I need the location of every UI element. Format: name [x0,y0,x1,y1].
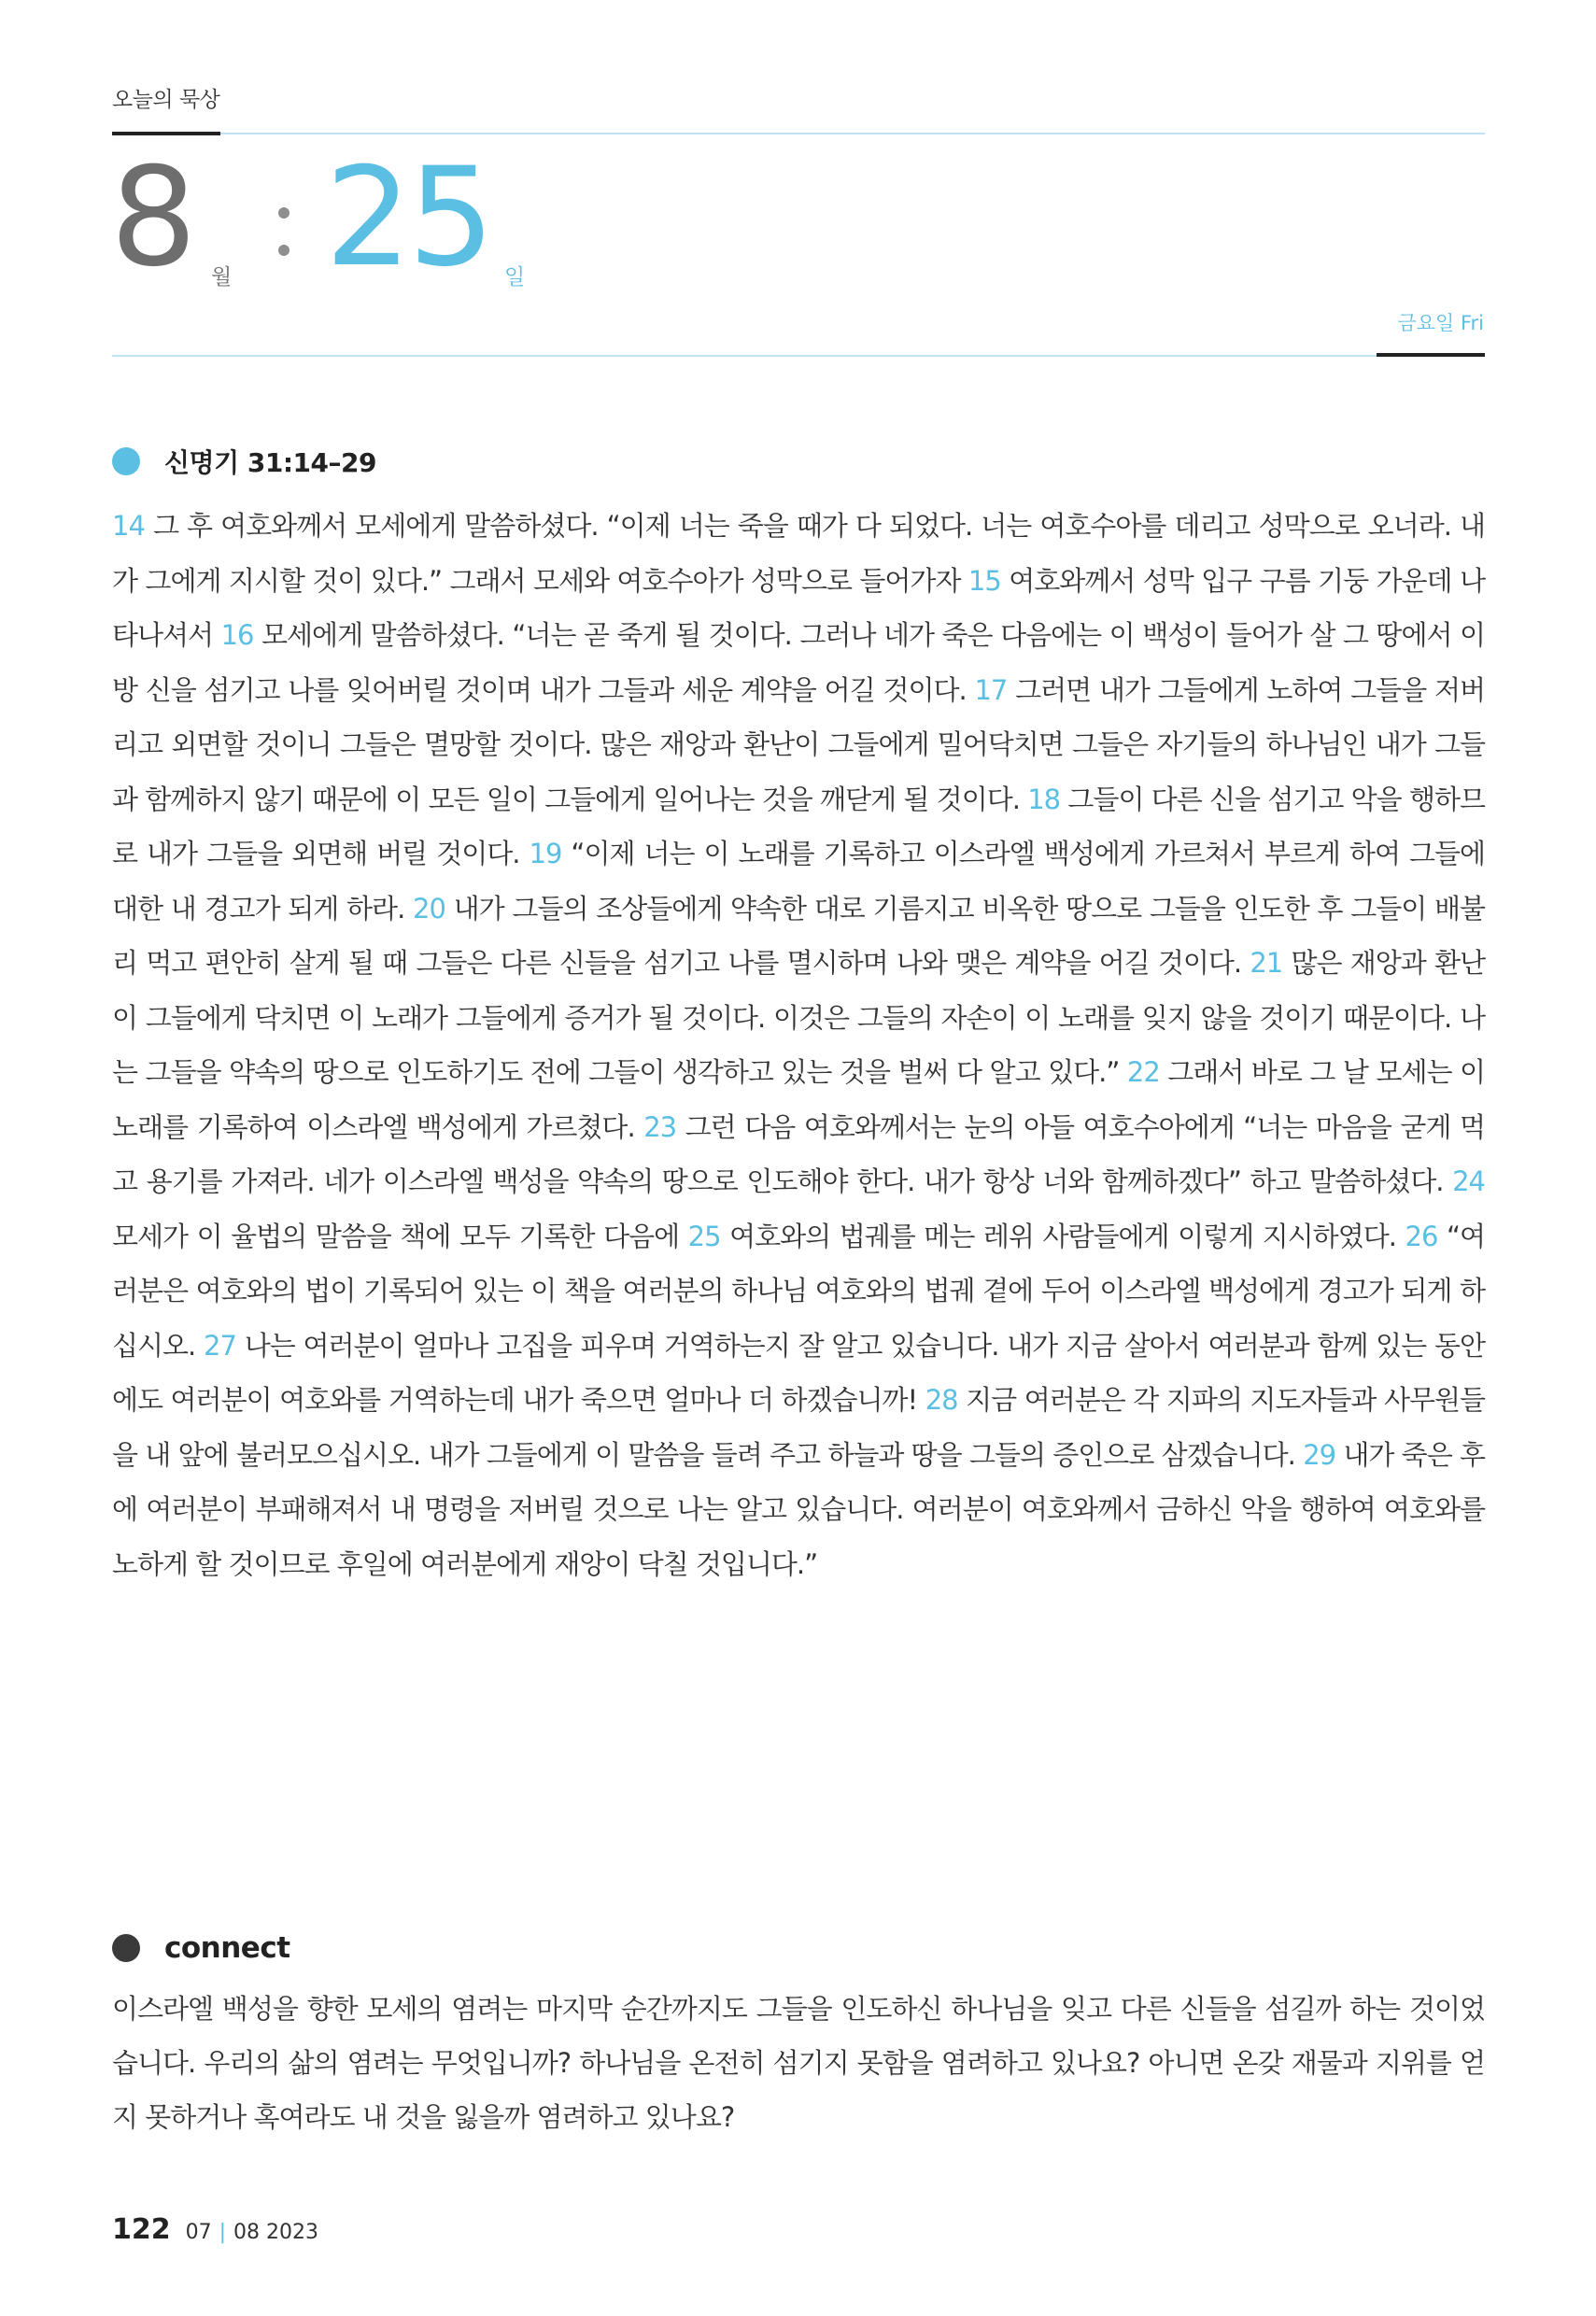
verse-number: 26 [1405,1220,1438,1252]
series-label-underline [112,132,220,135]
header-top-rule [112,133,1485,134]
connect-bullet-icon [112,1934,140,1962]
verse-text: 많은 재앙과 환난이 그들에게 닥치면 이 노래가 그들에게 증거가 될 것이다. 이것은 그들의 자손이 이 노래를 잊지 않을 것이기 때문이다. 나는 그들을 약속의 땅으로 인도하기도 전에 그들이 생각하고 있는 것을 벌써 다 알고 있다.” [112,947,1486,1088]
verse-number: 23 [643,1110,677,1143]
issue-date: 08 2023 [233,2221,319,2244]
verse-text: 여호와께서 성막 입구 구름 기둥 가운데 나타나셔서 [112,564,1485,651]
page-footer [112,2213,318,2246]
verse-text: 그런 다음 여호와께서는 눈의 아들 여호수아에게 “너는 마음을 굳게 먹고 용기를 가져라. 네가 이스라엘 백성을 약속의 땅으로 인도해야 한다. 내가 항상 너와 함께하겠다” 하고 말씀하셨다. [112,1110,1485,1197]
verse-number: 27 [204,1329,236,1362]
scripture-passage [112,499,1485,1591]
verse-number: 18 [1027,783,1061,815]
verse-text: 그 후 여호와께서 모세에게 말씀하셨다. “이제 너는 죽을 때가 다 되었다. 너는 여호수아를 데리고 성막으로 오너라. 내가 그에게 지시할 것이 있다.” 그래서 모세와 여호수아가 성막으로 들어가자 [112,510,1485,597]
verse-text: 그래서 바로 그 날 모세는 이 노래를 기록하여 이스라엘 백성에게 가르쳤다. [112,1056,1485,1143]
issue-months: 07 [185,2221,212,2244]
verse-text: “여러분은 여호와의 법이 기록되어 있는 이 책을 여러분의 하나님 여호와의 법궤 곁에 두어 이스라엘 백성에게 경고가 되게 하십시오. [112,1220,1485,1362]
day-number: 25 [325,138,491,297]
connect-body: 이스라엘 백성을 향한 모세의 염려는 마지막 순간까지도 그들을 인도하신 하나님을 잊고 다른 신들을 섬길까 하는 것이었습니다. 우리의 삶의 염려는 무엇입니까? 하나님을 온전히 섬기지 못함을 염려하고 있나요? 아니면 온갖 재물과 지위를 얻지 못하거나 혹여라도 내 것을 잃을까 염려하고 있나요? [112,1993,1485,2133]
verse-number: 20 [413,892,445,925]
verse-text: 여호와의 법궤를 메는 레위 사람들에게 이렇게 지시하였다. [729,1220,1396,1252]
series-label: 오늘의 묵상 [112,88,220,112]
weekday-label: 금요일 Fri [1397,312,1484,334]
verse-text: 그들이 다른 신을 섬기고 악을 행하므로 내가 그들을 외면해 버릴 것이다. [112,783,1485,869]
verse-number: 16 [220,619,254,651]
verse-number: 19 [529,838,562,869]
verse-text: 나는 여러분이 얼마나 고집을 피우며 거역하는지 잘 알고 있습니다. 내가 지금 살아서 여러분과 함께 있는 동안에도 여러분이 여호와를 거역하는데 내가 죽으면 얼마나 더 하겠습니까! [112,1329,1485,1416]
date-colon-dot-top [278,207,290,219]
verse-text: 내가 그들의 조상들에게 약속한 대로 기름지고 비옥한 땅으로 그들을 인도한 후 그들이 배불리 먹고 편안히 살게 될 때 그들은 다른 신들을 섬기고 나를 멸시하며 나와 맺은 계약을 어길 것이다. [112,892,1485,979]
scripture-reference: 신명기 31:14–29 [164,447,376,478]
page-number: 122 [112,2213,171,2246]
date-colon-dot-bottom [278,245,290,256]
month-unit: 월 [211,265,233,290]
verse [688,1221,1396,1252]
verse-text: 모세에게 말씀하셨다. “너는 곧 죽게 될 것이다. 그러나 네가 죽은 다음에는 이 백성이 들어가 살 그 땅에서 이방 신을 섬기고 나를 잊어버릴 것이며 내가 그들과 세운 계약을 어길 것이다. [112,619,1486,706]
verse-text: 지금 여러분은 각 지파의 지도자들과 사무원들을 내 앞에 불러모으십시오. 내가 그들에게 이 말씀을 들려 주고 하늘과 땅을 그들의 증인으로 삼겠습니다. [112,1384,1486,1471]
verse-text: 모세가 이 율법의 말씀을 책에 모두 기록한 다음에 [112,1220,680,1252]
verse-text: 내가 죽은 후에 여러분이 부패해져서 내 명령을 저버릴 것으로 나는 알고 있습니다. 여러분이 여호와께서 금하신 악을 행하여 여호와를 노하게 할 것이므로 후일에 여러분에게 재앙이 닥칠 것입니다.” [112,1438,1485,1580]
verse-number: 21 [1250,947,1283,979]
verse-number: 22 [1126,1056,1160,1088]
verse-text: “이제 너는 이 노래를 기록하고 이스라엘 백성에게 가르쳐서 부르게 하여 그들에 대한 내 경고가 되게 하라. [112,838,1486,925]
verse-number: 17 [974,673,1008,706]
connect-heading [112,1931,290,1965]
month-number: 8 [110,138,193,297]
verse-number: 15 [967,564,1001,597]
verse-number: 29 [1303,1438,1336,1471]
weekday-underline [1377,353,1485,357]
verse-number: 14 [112,510,145,542]
issue-separator: | [219,2221,227,2244]
header-bottom-rule [112,355,1485,357]
verse-number: 24 [1452,1165,1486,1197]
day-unit: 일 [504,265,526,290]
verse-number: 28 [925,1384,958,1416]
scripture-bullet-icon [112,447,140,475]
verse-text: 그러면 내가 그들에게 노하여 그들을 저버리고 외면할 것이니 그들은 멸망할 것이다. 많은 재앙과 환난이 그들에게 밀어닥치면 그들은 자기들의 하나님인 내가 그들과 함께하지 않기 때문에 이 모든 일이 그들에게 일어나는 것을 깨닫게 될 것이다. [112,673,1485,815]
verse-number: 25 [687,1220,721,1252]
scripture-heading [112,443,376,480]
connect-title: connect [164,1931,290,1965]
